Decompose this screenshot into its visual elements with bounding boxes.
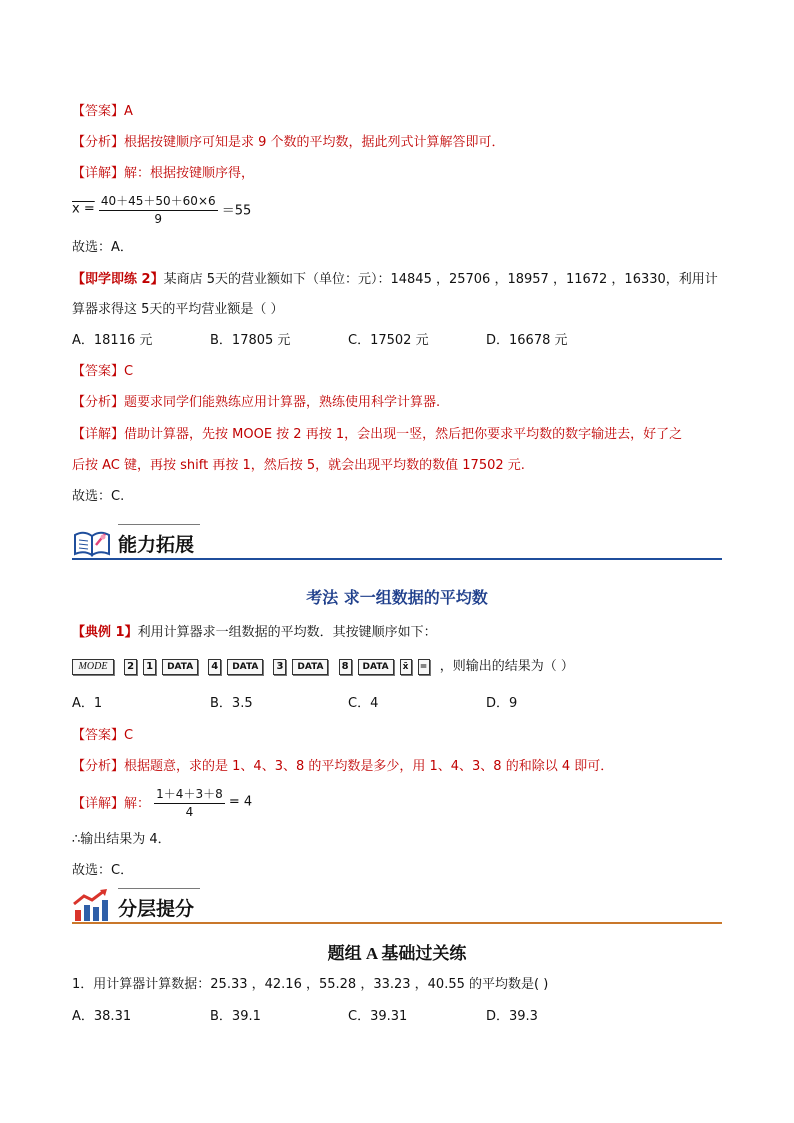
section-rule bbox=[72, 922, 722, 924]
choose-line-2: 故选：C. bbox=[72, 489, 125, 504]
option-d: D．39.3 bbox=[486, 1009, 538, 1024]
option-b: B．39.1 bbox=[210, 1009, 261, 1024]
formula-denominator: 9 bbox=[154, 212, 163, 226]
option-c: C．39.31 bbox=[348, 1009, 408, 1024]
data-key: DATA bbox=[358, 659, 394, 675]
key-8: 8 bbox=[339, 659, 352, 675]
detail-line-2b: 后按 AC 键，再按 shift 再按 1，然后按 5，就会出现平均数的数值 17502 元. bbox=[72, 458, 525, 473]
detail-text: 解：根据按键顺序得， bbox=[124, 166, 255, 181]
data-key: DATA bbox=[227, 659, 263, 675]
option-b: B．17805 元 bbox=[210, 333, 291, 348]
answer-line-1 bbox=[72, 103, 133, 121]
key-1: 1 bbox=[143, 659, 156, 675]
option-d: D．16678 元 bbox=[486, 333, 568, 348]
analysis-line-1 bbox=[72, 134, 505, 152]
analysis-text: 根据题意，求的是 1、4、3、8 的平均数是多少，用 1、4、3、8 的和除以 4 即可． bbox=[124, 759, 614, 774]
formula-numerator: 40＋45＋50＋60×6 bbox=[99, 192, 218, 211]
option-a: A．38.31 bbox=[72, 1009, 132, 1024]
detail-line-1 bbox=[72, 165, 254, 183]
example-question-line bbox=[72, 624, 437, 642]
detail-label: 【详解】 bbox=[72, 427, 125, 442]
answer-label: 【答案】 bbox=[72, 104, 125, 119]
practice-question-line-1 bbox=[72, 271, 718, 289]
answer-label: 【答案】 bbox=[72, 364, 125, 379]
answer-line-3 bbox=[72, 727, 133, 745]
section-header-ability bbox=[72, 524, 722, 560]
practice-label: 【即学即练 2】 bbox=[72, 272, 164, 287]
example-label: 【典例 1】 bbox=[72, 625, 138, 640]
option-a: A．1 bbox=[72, 696, 103, 711]
formula-rhs: = 4 bbox=[228, 794, 253, 810]
open-book-icon bbox=[72, 526, 112, 562]
growth-chart-icon bbox=[72, 888, 112, 926]
option-b: B．3.5 bbox=[210, 696, 253, 711]
answer-label: 【答案】 bbox=[72, 728, 125, 743]
formula-fraction bbox=[99, 192, 218, 226]
analysis-label: 【分析】 bbox=[72, 135, 125, 150]
section-title: 能力拓展 bbox=[118, 534, 195, 556]
option-a: A．18116 元 bbox=[72, 333, 153, 348]
section-rule bbox=[72, 558, 722, 560]
formula-rhs: ＝55 bbox=[221, 203, 252, 219]
formula-lhs: x = bbox=[72, 201, 95, 217]
answer-value: C bbox=[124, 364, 134, 379]
key-sequence-suffix: ，则输出的结果为（ ） bbox=[439, 659, 574, 674]
group-title: 题组 A 基础过关练 bbox=[327, 944, 467, 963]
analysis-label: 【分析】 bbox=[72, 759, 125, 774]
formula-numerator: 1＋4＋3＋8 bbox=[154, 785, 225, 804]
answer-value: C bbox=[124, 728, 134, 743]
analysis-line-2 bbox=[72, 394, 440, 412]
conclusion-line: ∴输出结果为 4． bbox=[72, 832, 171, 847]
data-key: DATA bbox=[292, 659, 328, 675]
analysis-line-3 bbox=[72, 758, 613, 776]
key-3: 3 bbox=[273, 659, 286, 675]
mean-formula bbox=[72, 192, 251, 226]
example-formula-fraction bbox=[154, 785, 225, 819]
section-title: 分层提分 bbox=[118, 898, 195, 920]
option-c: C．17502 元 bbox=[348, 333, 429, 348]
detail-label: 【详解】 bbox=[72, 166, 125, 181]
section-header-layered bbox=[72, 888, 722, 924]
analysis-text: 题要求同学们能熟练应用计算器，熟练使用科学计算器. bbox=[124, 395, 441, 410]
mean-key: x̄ bbox=[400, 659, 412, 675]
key-sequence bbox=[72, 657, 574, 677]
practice-text-1: 某商店 5天的营业额如下（单位：元）：14845 ，25706 ，18957 ，11672 ，16330，利用计 bbox=[163, 272, 718, 287]
choose-line-3: 故选：C． bbox=[72, 863, 134, 878]
option-c: C．4 bbox=[348, 696, 379, 711]
detail-line-2a bbox=[72, 426, 682, 444]
equals-key: = bbox=[418, 659, 430, 675]
method-title: 考法 求一组数据的平均数 bbox=[306, 588, 488, 607]
answer-value: A bbox=[124, 104, 133, 119]
detail-label: 【详解】 bbox=[72, 796, 125, 812]
key-2: 2 bbox=[124, 659, 137, 675]
option-d: D．9 bbox=[486, 696, 518, 711]
detail-text-1: 借助计算器，先按 MOOE 按 2 再按 1，会出现一竖，然后把你要求平均数的数字输进去，好了之 bbox=[124, 427, 683, 442]
section-top-line bbox=[118, 888, 200, 889]
key-4: 4 bbox=[208, 659, 221, 675]
answer-line-2 bbox=[72, 363, 133, 381]
section-top-line bbox=[118, 524, 200, 525]
example-text: 利用计算器求一组数据的平均数．其按键顺序如下： bbox=[137, 625, 437, 640]
question-1-text: 1．用计算器计算数据：25.33 ，42.16 ，55.28 ，33.23 ，40.55 的平均数是( ) bbox=[72, 977, 549, 992]
data-key: DATA bbox=[162, 659, 198, 675]
formula-denominator: 4 bbox=[185, 805, 194, 819]
detail-line-3 bbox=[72, 785, 252, 819]
analysis-label: 【分析】 bbox=[72, 395, 125, 410]
choose-line-1: 故选：A． bbox=[72, 240, 133, 255]
mode-key: MODE bbox=[72, 659, 114, 675]
analysis-text: 根据按键顺序可知是求 9 个数的平均数，据此列式计算解答即可． bbox=[124, 135, 505, 150]
practice-question-line-2: 算器求得这 5天的平均营业额是（ ） bbox=[72, 302, 284, 317]
detail-text: 解： bbox=[124, 796, 151, 812]
